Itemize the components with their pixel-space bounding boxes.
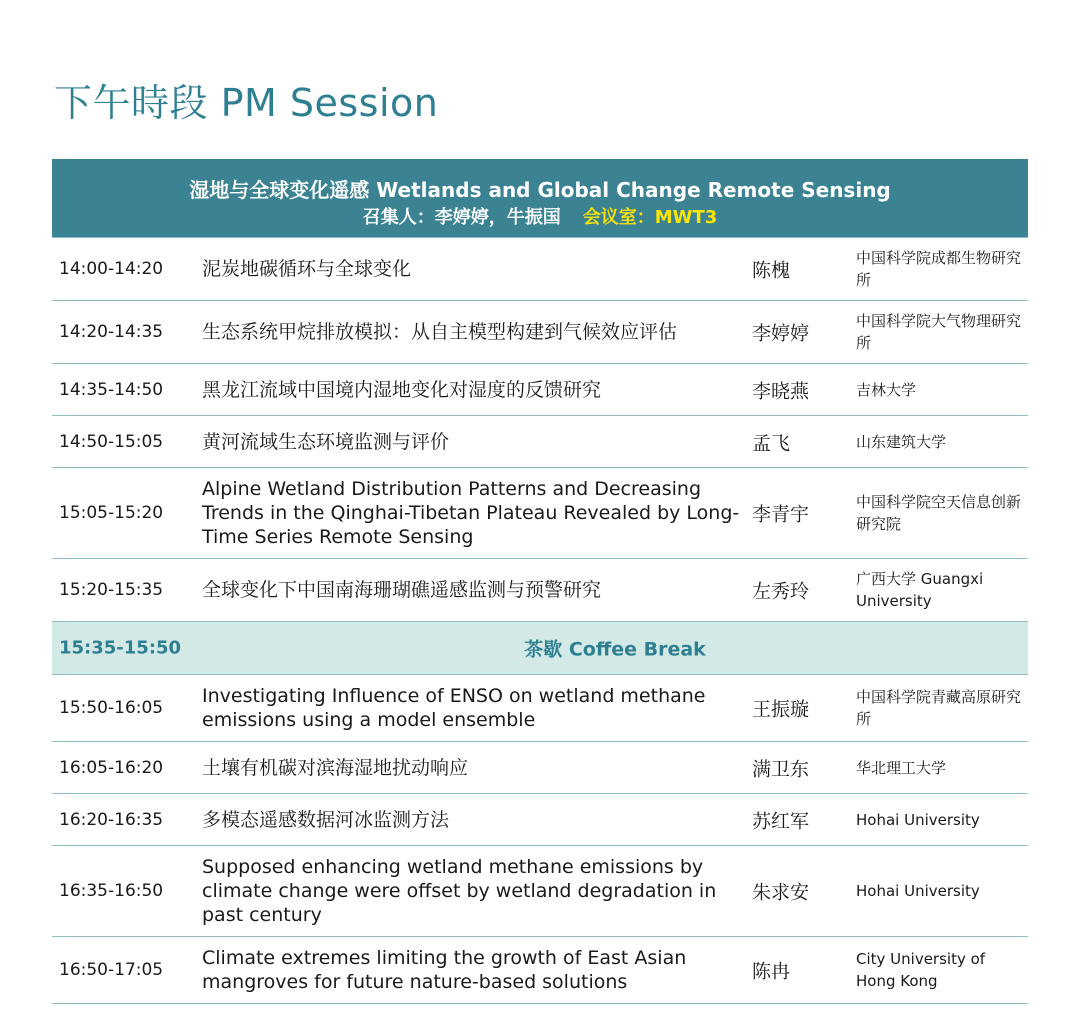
session-conveners: 召集人：李婷婷，牛振国 (362, 207, 561, 228)
row-speaker: 陈冉 (752, 960, 791, 983)
row-speaker: 左秀玲 (752, 580, 810, 603)
row-topic: Supposed enhancing wetland methane emissions by climate change were offset by wetland degradation in past century (202, 856, 717, 926)
row-affiliation: 中国科学院青藏高原研究所 (856, 688, 1022, 728)
table-row (52, 237, 1028, 300)
row-speaker: 李晓燕 (752, 380, 810, 402)
row-speaker: 孟飞 (752, 432, 791, 454)
row-time: 16:20-16:35 (59, 809, 164, 830)
table-row (52, 936, 1028, 1003)
coffee-break-label: 茶歇 Coffee Break (524, 638, 706, 661)
row-topic: 泥炭地碳循环与全球变化 (202, 258, 412, 280)
table-row (52, 415, 1028, 467)
row-topic: 生态系统甲烷排放模拟：从自主模型构建到气候效应评估 (202, 321, 678, 343)
row-speaker: 陈槐 (752, 259, 791, 282)
row-time: 15:05-15:20 (59, 503, 164, 523)
row-time: 16:35-16:50 (59, 881, 164, 901)
session-room: 会议室：MWT3 (582, 207, 718, 228)
schedule-table (52, 237, 1028, 1004)
row-topic: 黄河流域生态环境监测与评价 (202, 430, 450, 453)
row-time: 14:00-14:20 (59, 259, 164, 279)
row-speaker: 李婷婷 (752, 322, 810, 345)
table-row (52, 845, 1028, 936)
row-topic: Investigating Influence of ENSO on wetland methane emissions using a model ensemble (202, 685, 706, 731)
row-speaker: 李青宇 (752, 503, 810, 526)
row-affiliation: City University of Hong Kong (856, 950, 986, 990)
coffee-break-row (52, 621, 1028, 674)
table-row (52, 793, 1028, 845)
row-affiliation: 吉林大学 (856, 380, 917, 399)
row-time: 15:20-15:35 (59, 580, 164, 600)
row-affiliation: 中国科学院大气物理研究所 (856, 312, 1022, 352)
session-title: 湿地与全球变化遥感 Wetlands and Global Change Remote Sensing (189, 178, 891, 202)
row-topic: Alpine Wetland Distribution Patterns and Decreasing Trends in the Qinghai-Tibetan Plateau Revealed by Long-Time Series Remote Sensing (202, 478, 740, 548)
row-topic: 土壤有机碳对滨海湿地扰动响应 (202, 756, 469, 779)
table-row (52, 300, 1028, 363)
session-header (52, 159, 1028, 237)
row-time: 16:50-17:05 (59, 960, 164, 980)
row-time: 14:35-14:50 (59, 379, 164, 400)
row-affiliation: 中国科学院成都生物研究所 (856, 249, 1022, 289)
row-affiliation: 华北理工大学 (856, 758, 947, 777)
table-row (52, 558, 1028, 621)
table-row (52, 363, 1028, 415)
row-speaker: 朱求安 (752, 881, 810, 904)
session-meta (52, 203, 1028, 229)
table-row (52, 674, 1028, 741)
row-time: 15:50-16:05 (59, 698, 164, 718)
row-affiliation: 中国科学院空天信息创新研究院 (856, 493, 1022, 533)
row-affiliation: Hohai University (856, 882, 980, 900)
row-affiliation: 山东建筑大学 (856, 432, 947, 451)
row-speaker: 苏红军 (752, 810, 810, 832)
row-time: 14:50-15:05 (59, 431, 164, 452)
table-row (52, 467, 1028, 558)
row-topic: 多模态遥感数据河冰监测方法 (202, 808, 450, 831)
row-time: 15:35-15:50 (59, 637, 182, 659)
row-affiliation: 广西大学 Guangxi University (856, 570, 984, 610)
row-topic: 黑龙江流域中国境内湿地变化对湿度的反馈研究 (202, 378, 602, 401)
row-affiliation: Hohai University (856, 810, 980, 829)
row-speaker: 满卫东 (752, 758, 810, 780)
row-speaker: 王振璇 (752, 698, 810, 721)
row-time: 16:05-16:20 (59, 757, 164, 778)
row-topic: Climate extremes limiting the growth of East Asian mangroves for future nature-based solutions (202, 947, 687, 993)
row-time: 14:20-14:35 (59, 322, 164, 342)
table-row (52, 741, 1028, 793)
page-title: 下午時段 PM Session (54, 81, 439, 125)
row-topic: 全球变化下中国南海珊瑚礁遥感监测与预警研究 (202, 579, 602, 601)
